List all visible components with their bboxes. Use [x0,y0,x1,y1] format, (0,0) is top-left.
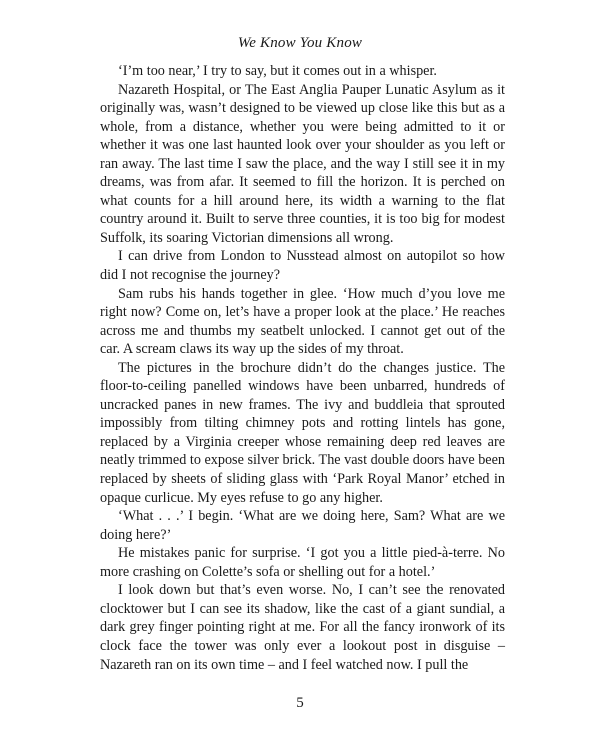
running-head: We Know You Know [237,35,363,51]
paragraph: Nazareth Hospital, or The East Anglia Pauper Lunatic Asylum as it originally was, wasn’t designed to be viewed up close like this but as a whole, from a distance, whether you were being admitted to it or whether it was one last haunted look over your shoulder as you left or ran away. The last time I saw the place, and the way I still see it in my dreams, was from afar. It seemed to fill the horizon. It is perched on what counts for a hill around here, its width a warning to the flat country around it. Built to serve three counties, it is too big for modest Suffolk, its soaring Victorian dimensions all wrong. [100,81,505,246]
page-number: 5 [296,695,304,711]
paragraph: The pictures in the brochure didn’t do the changes justice. The floor-to-ceiling panelled windows have been unbarred, hundreds of uncracked panes in new frames. The ivy and buddleia that sprouted impossibly from tilting chimney pots and rotting lintels has gone, replaced by a Virginia creeper whose remaining deep red leaves are neatly trimmed to expose silver brick. The vast double doors have been replaced by sheets of sliding glass with ‘Park Royal Manor’ etched in opaque curlicue. My eyes refuse to go any higher. [100,359,505,506]
paragraph: ‘I’m too near,’ I try to say, but it comes out in a whisper. [118,63,437,79]
paragraph: Sam rubs his hands together in glee. ‘How much d’you love me right now? Come on, let’s have a proper look at the place.’ He reaches across me and thumbs my seatbelt unlocked. I cannot get out of the car. A scream claws its way up the sides of my throat. [100,285,505,358]
paragraph: He mistakes panic for surprise. ‘I got you a little pied-à-terre. No more crashing on Colette’s sofa or shelling out for a hotel.’ [100,545,505,580]
body-text [100,62,505,674]
paragraph: I look down but that’s even worse. No, I can’t see the renovated clocktower but I can see its shadow, like the cast of a giant sundial, a dark grey finger pointing right at me. For all the fancy ironwork of its clock face the tower was only ever a lookout post in disguise – Nazareth ran on its own time – and I feel watched now. I pull the [100,582,505,673]
paragraph: ‘What . . .’ I begin. ‘What are we doing here, Sam? What are we doing here?’ [100,508,505,543]
paragraph: I can drive from London to Nusstead almost on autopilot so how did I not recognise the journey? [100,248,505,284]
